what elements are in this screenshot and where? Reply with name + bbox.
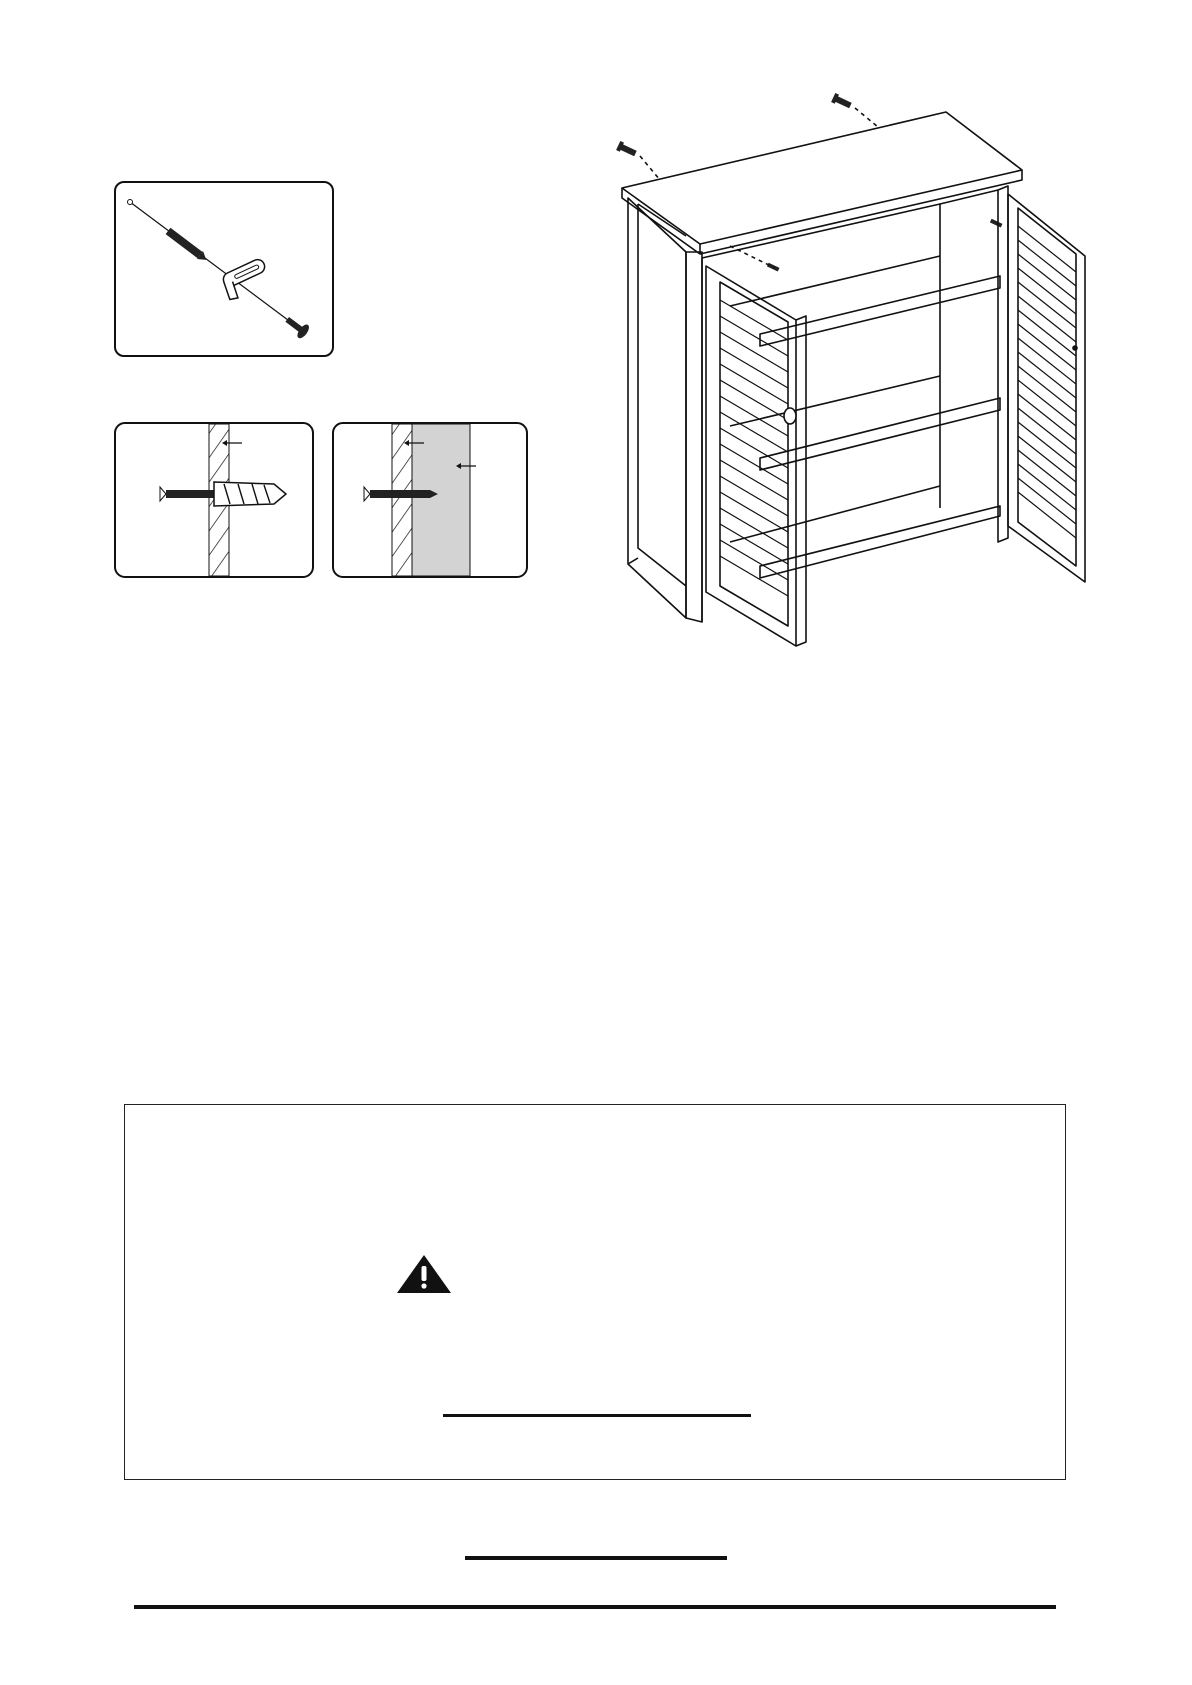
- stud-screw-icon: [332, 422, 528, 578]
- hollow-wall-detail-figure: [114, 422, 314, 578]
- stud-wall-detail-figure: [332, 422, 528, 578]
- cabinet-assembly-icon: [610, 86, 1100, 652]
- anti-tip-bracket-icon: [114, 181, 334, 357]
- footer-divider: [134, 1605, 1056, 1609]
- warning-underline: [443, 1414, 751, 1417]
- warning-triangle-icon: [395, 1253, 453, 1295]
- wall-anchor-icon: [114, 422, 314, 578]
- fitting-detail-figure: [114, 181, 334, 357]
- cabinet-assembly-figure: [610, 86, 1100, 652]
- section-underline: [465, 1556, 727, 1560]
- warning-panel: [124, 1104, 1066, 1480]
